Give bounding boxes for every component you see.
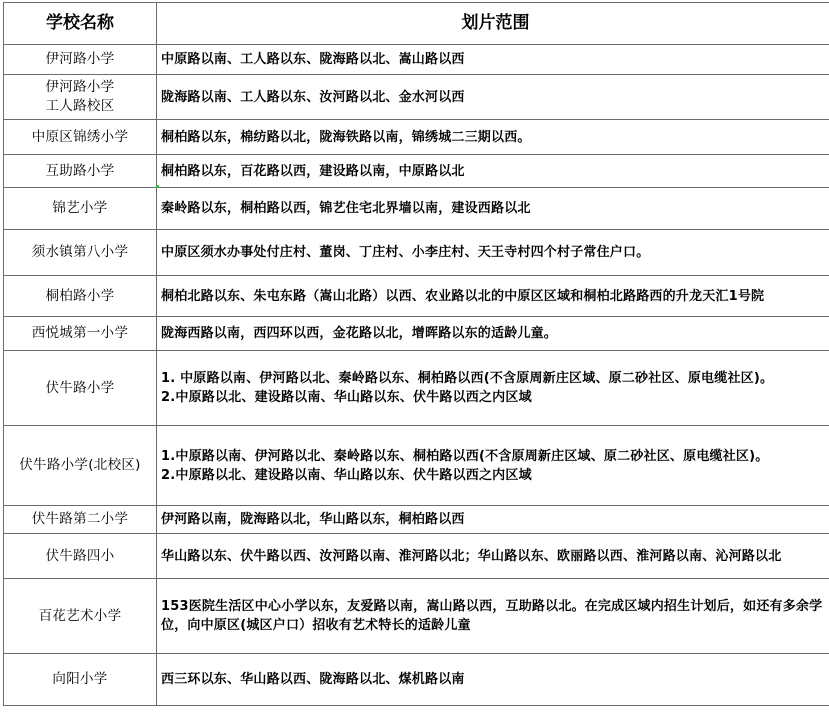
district-range-cell[interactable] <box>157 188 829 230</box>
table-row <box>4 276 829 317</box>
district-range-cell[interactable] <box>157 534 829 579</box>
district-range-cell[interactable] <box>157 654 829 706</box>
school-name-text: 伏牛路小学(北校区) <box>19 457 141 473</box>
table-row <box>4 188 829 230</box>
district-range-text: 153医院生活区中心小学以东，友爱路以南，嵩山路以西，互助路以北。在完成区域内招生计划后，如还有多余学位，向中原区(城区户口）招收有艺术特长的适龄儿童 <box>161 599 823 633</box>
district-range-text: 桐柏北路以东、朱屯东路（嵩山北路）以西、农业路以北的中原区区域和桐柏北路路西的升龙天汇1号院 <box>161 288 765 304</box>
district-range-text: 中原路以南、工人路以东、陇海路以北、嵩山路以西 <box>161 52 465 67</box>
school-name-cell[interactable] <box>4 188 157 230</box>
school-name-text: 锦艺小学 <box>52 200 108 216</box>
school-name-cell[interactable] <box>4 317 157 351</box>
district-range-text: 2.中原路以北、建设路以南、华山路以东、伏牛路以西之内区域 <box>161 467 532 483</box>
district-range-cell[interactable] <box>157 317 829 351</box>
district-range-text: 桐柏路以东，百花路以西，建设路以南，中原路以北 <box>161 163 465 179</box>
district-range-text: 西三环以东、华山路以西、陇海路以北、煤机路以南 <box>161 672 465 687</box>
school-name-text: 向阳小学 <box>52 671 108 687</box>
school-name-text: 伏牛路小学 <box>45 379 115 396</box>
school-name-cell[interactable] <box>4 276 157 317</box>
district-range-cell[interactable] <box>157 45 829 75</box>
school-name-cell[interactable] <box>4 120 157 155</box>
table-row <box>4 155 829 188</box>
school-name-text: 工人路校区 <box>45 98 115 114</box>
district-range-cell[interactable] <box>157 230 829 276</box>
school-name-cell[interactable] <box>4 155 157 188</box>
table-row <box>4 426 829 506</box>
district-range-cell[interactable] <box>157 351 829 426</box>
school-name-cell[interactable] <box>4 506 157 534</box>
table-row <box>4 317 829 351</box>
school-name-cell[interactable] <box>4 579 157 654</box>
table-row <box>4 75 829 120</box>
school-name-cell[interactable] <box>4 75 157 120</box>
header-row <box>4 3 829 45</box>
district-range-cell[interactable] <box>157 506 829 534</box>
district-range-text: 中原区须水办事处付庄村、董岗、丁庄村、小李庄村、天王寺村四个村子常住户口。 <box>161 245 650 260</box>
school-name-text: 桐柏路小学 <box>45 287 115 304</box>
district-range-text: 桐柏路以东，棉纺路以北，陇海铁路以南，锦绣城二三期以西。 <box>161 129 531 145</box>
school-name-cell[interactable] <box>4 534 157 579</box>
district-range-text: 华山路以东、伏牛路以西、汝河路以南、淮河路以北；华山路以东、欧丽路以西、淮河路以南、沁河路以北 <box>161 548 782 564</box>
district-range-text: 陇海西路以南，西四环以西，金花路以北，增晖路以东的适龄儿童。 <box>161 326 558 341</box>
school-name-cell[interactable] <box>4 654 157 706</box>
school-name-text: 须水镇第八小学 <box>31 244 129 260</box>
district-range-cell[interactable] <box>157 276 829 317</box>
district-range-text: 秦岭路以东，桐柏路以西，锦艺住宅北界墙以南，建设西路以北 <box>161 201 531 216</box>
school-name-text: 西悦城第一小学 <box>31 325 129 341</box>
table-row <box>4 120 829 155</box>
district-range-cell[interactable] <box>157 155 829 188</box>
table-row <box>4 654 829 706</box>
school-district-table <box>3 2 829 706</box>
school-name-cell[interactable] <box>4 426 157 506</box>
district-range-text: 1. 中原路以南、伊河路以北、秦岭路以东、桐柏路以西(不含原周新庄区域、原二砂社区、原电缆社区)。 <box>161 371 774 386</box>
district-range-text: 2.中原路以北、建设路以南、华山路以东、伏牛路以西之内区域 <box>161 390 532 405</box>
header-range[interactable]: 划片范围 <box>157 3 829 45</box>
school-name-text: 伏牛路第二小学 <box>31 511 129 527</box>
school-name-text: 伊河路小学 <box>45 79 115 95</box>
cell-comment-marker <box>156 185 159 188</box>
district-range-cell[interactable] <box>157 120 829 155</box>
school-name-text: 百花艺术小学 <box>38 607 122 624</box>
district-range-text: 陇海路以南、工人路以东、汝河路以北、金水河以西 <box>161 89 465 105</box>
school-name-cell[interactable] <box>4 230 157 276</box>
table-row <box>4 534 829 579</box>
school-name-text: 互助路小学 <box>45 162 115 179</box>
district-range-cell[interactable] <box>157 75 829 120</box>
school-name-text: 伏牛路四小 <box>45 547 115 564</box>
table-row <box>4 579 829 654</box>
school-name-text: 中原区锦绣小学 <box>31 128 129 145</box>
table-row <box>4 351 829 426</box>
school-name-cell[interactable] <box>4 351 157 426</box>
table-row <box>4 506 829 534</box>
school-name-cell[interactable] <box>4 45 157 75</box>
district-range-text: 伊河路以南，陇海路以北，华山路以东，桐柏路以西 <box>161 512 465 527</box>
school-name-text: 伊河路小学 <box>45 51 115 67</box>
district-range-text: 1.中原路以南、伊河路以北、秦岭路以东、桐柏路以西(不含原周新庄区域、原二砂社区、原电缆社区)。 <box>161 448 769 464</box>
district-range-cell[interactable] <box>157 579 829 654</box>
header-school-name[interactable]: 学校名称 <box>4 3 157 45</box>
table-row <box>4 45 829 75</box>
district-range-cell[interactable] <box>157 426 829 506</box>
table-row <box>4 230 829 276</box>
